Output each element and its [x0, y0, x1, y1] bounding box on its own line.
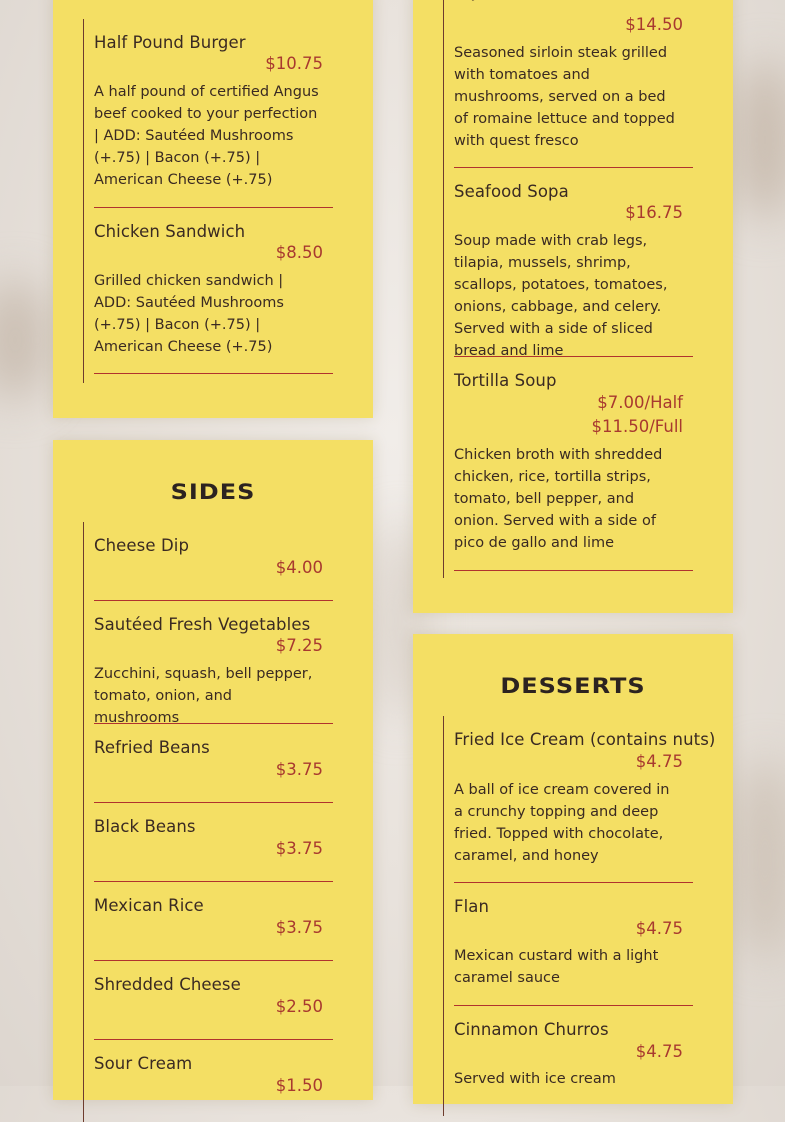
menu-card-sandwiches	[53, 0, 373, 418]
item-price: $4.75	[635, 752, 683, 771]
menu-item-list	[443, 0, 694, 578]
item-name: Tortilla Soup	[454, 371, 557, 390]
menu-item	[454, 1006, 693, 1116]
item-price: $3.75	[275, 760, 323, 779]
item-name: Shredded Cheese	[94, 975, 241, 994]
item-description: Seasoned sirloin steak grilled with tomatoes and mushrooms, served on a bed of romaine lettuce and topped with quest fresco	[454, 45, 675, 149]
item-name: Sour Cream	[94, 1054, 193, 1073]
item-name: Flan	[454, 897, 490, 916]
item-description: Mexican custard with a light caramel sauce	[454, 948, 659, 986]
item-price: $4.00	[275, 558, 323, 577]
menu-item	[94, 19, 333, 208]
menu-item-list	[83, 19, 334, 383]
item-price: $16.75	[625, 203, 683, 222]
menu-item	[94, 208, 333, 374]
background-blur	[735, 760, 785, 960]
menu-item	[94, 803, 333, 882]
section-title: DESSERTS	[500, 673, 646, 699]
item-description: Zucchini, squash, bell pepper, tomato, onion, and mushrooms	[94, 666, 313, 726]
item-name: Chicken Sandwich	[94, 222, 246, 241]
menu-item	[454, 357, 693, 571]
menu-card-desserts	[413, 634, 733, 1104]
item-name	[454, 0, 603, 1]
item-price-half: $7.00/Half	[597, 393, 683, 412]
section-title: SIDES	[170, 479, 256, 505]
menu-item-list	[83, 522, 334, 1122]
menu-item	[454, 716, 716, 883]
item-price: $3.75	[275, 918, 323, 937]
item-name: Mexican Rice	[94, 896, 204, 915]
item-description: A ball of ice cream covered in a crunchy topping and deep fried. Topped with chocolate, caramel, and honey	[454, 782, 670, 864]
background-blur	[0, 280, 50, 400]
item-description: Chicken broth with shredded chicken, rice, tortilla strips, tomato, bell pepper, and onion. Served with a side of pico de gallo and lime	[454, 447, 663, 551]
item-description: A half pound of certified Angus beef cooked to your perfection | ADD: Sautéed Mushrooms (+.75) | Bacon (+.75) | American Cheese (+.75)	[94, 84, 319, 188]
item-price: $14.50	[625, 15, 683, 34]
item-price-full: $11.50/Full	[591, 417, 683, 436]
background-blur	[735, 60, 785, 220]
item-price: $3.75	[275, 839, 323, 858]
item-name: Cheese Dip	[94, 536, 190, 555]
menu-item	[94, 601, 333, 724]
item-price: $10.75	[265, 54, 323, 73]
menu-item	[454, 883, 693, 1006]
item-name: Black Beans	[94, 817, 196, 836]
item-name: Fried Ice Cream (contains nuts)	[454, 730, 716, 749]
menu-item	[454, 0, 693, 168]
menu-item	[94, 522, 333, 601]
menu-item	[94, 961, 333, 1040]
menu-item-list	[443, 716, 716, 1116]
item-name: Half Pound Burger	[94, 33, 246, 52]
item-price: $7.25	[275, 636, 323, 655]
menu-item	[94, 724, 333, 803]
item-name: Cinnamon Churros	[454, 1020, 609, 1039]
item-description: Served with ice cream	[454, 1071, 616, 1087]
item-name: Sautéed Fresh Vegetables	[94, 615, 311, 634]
item-price: $2.50	[275, 997, 323, 1016]
menu-item	[454, 168, 693, 357]
item-name: Refried Beans	[94, 738, 210, 757]
item-price: $8.50	[275, 243, 323, 262]
menu-card-salads-soups	[413, 0, 733, 613]
menu-card-sides	[53, 440, 373, 1100]
item-name: Seafood Sopa	[454, 182, 569, 201]
item-description: Grilled chicken sandwich | ADD: Sautéed Mushrooms (+.75) | Bacon (+.75) | American Cheese (+.75)	[94, 273, 284, 355]
menu-item	[94, 1040, 333, 1118]
item-description: Soup made with crab legs, tilapia, mussels, shrimp, scallops, potatoes, tomatoes, onions, cabbage, and celery. Served with a side of sliced bread and lime	[454, 233, 668, 359]
item-price: $4.75	[635, 919, 683, 938]
item-price: $4.75	[635, 1042, 683, 1061]
menu-item	[94, 882, 333, 961]
item-price: $1.50	[275, 1076, 323, 1095]
